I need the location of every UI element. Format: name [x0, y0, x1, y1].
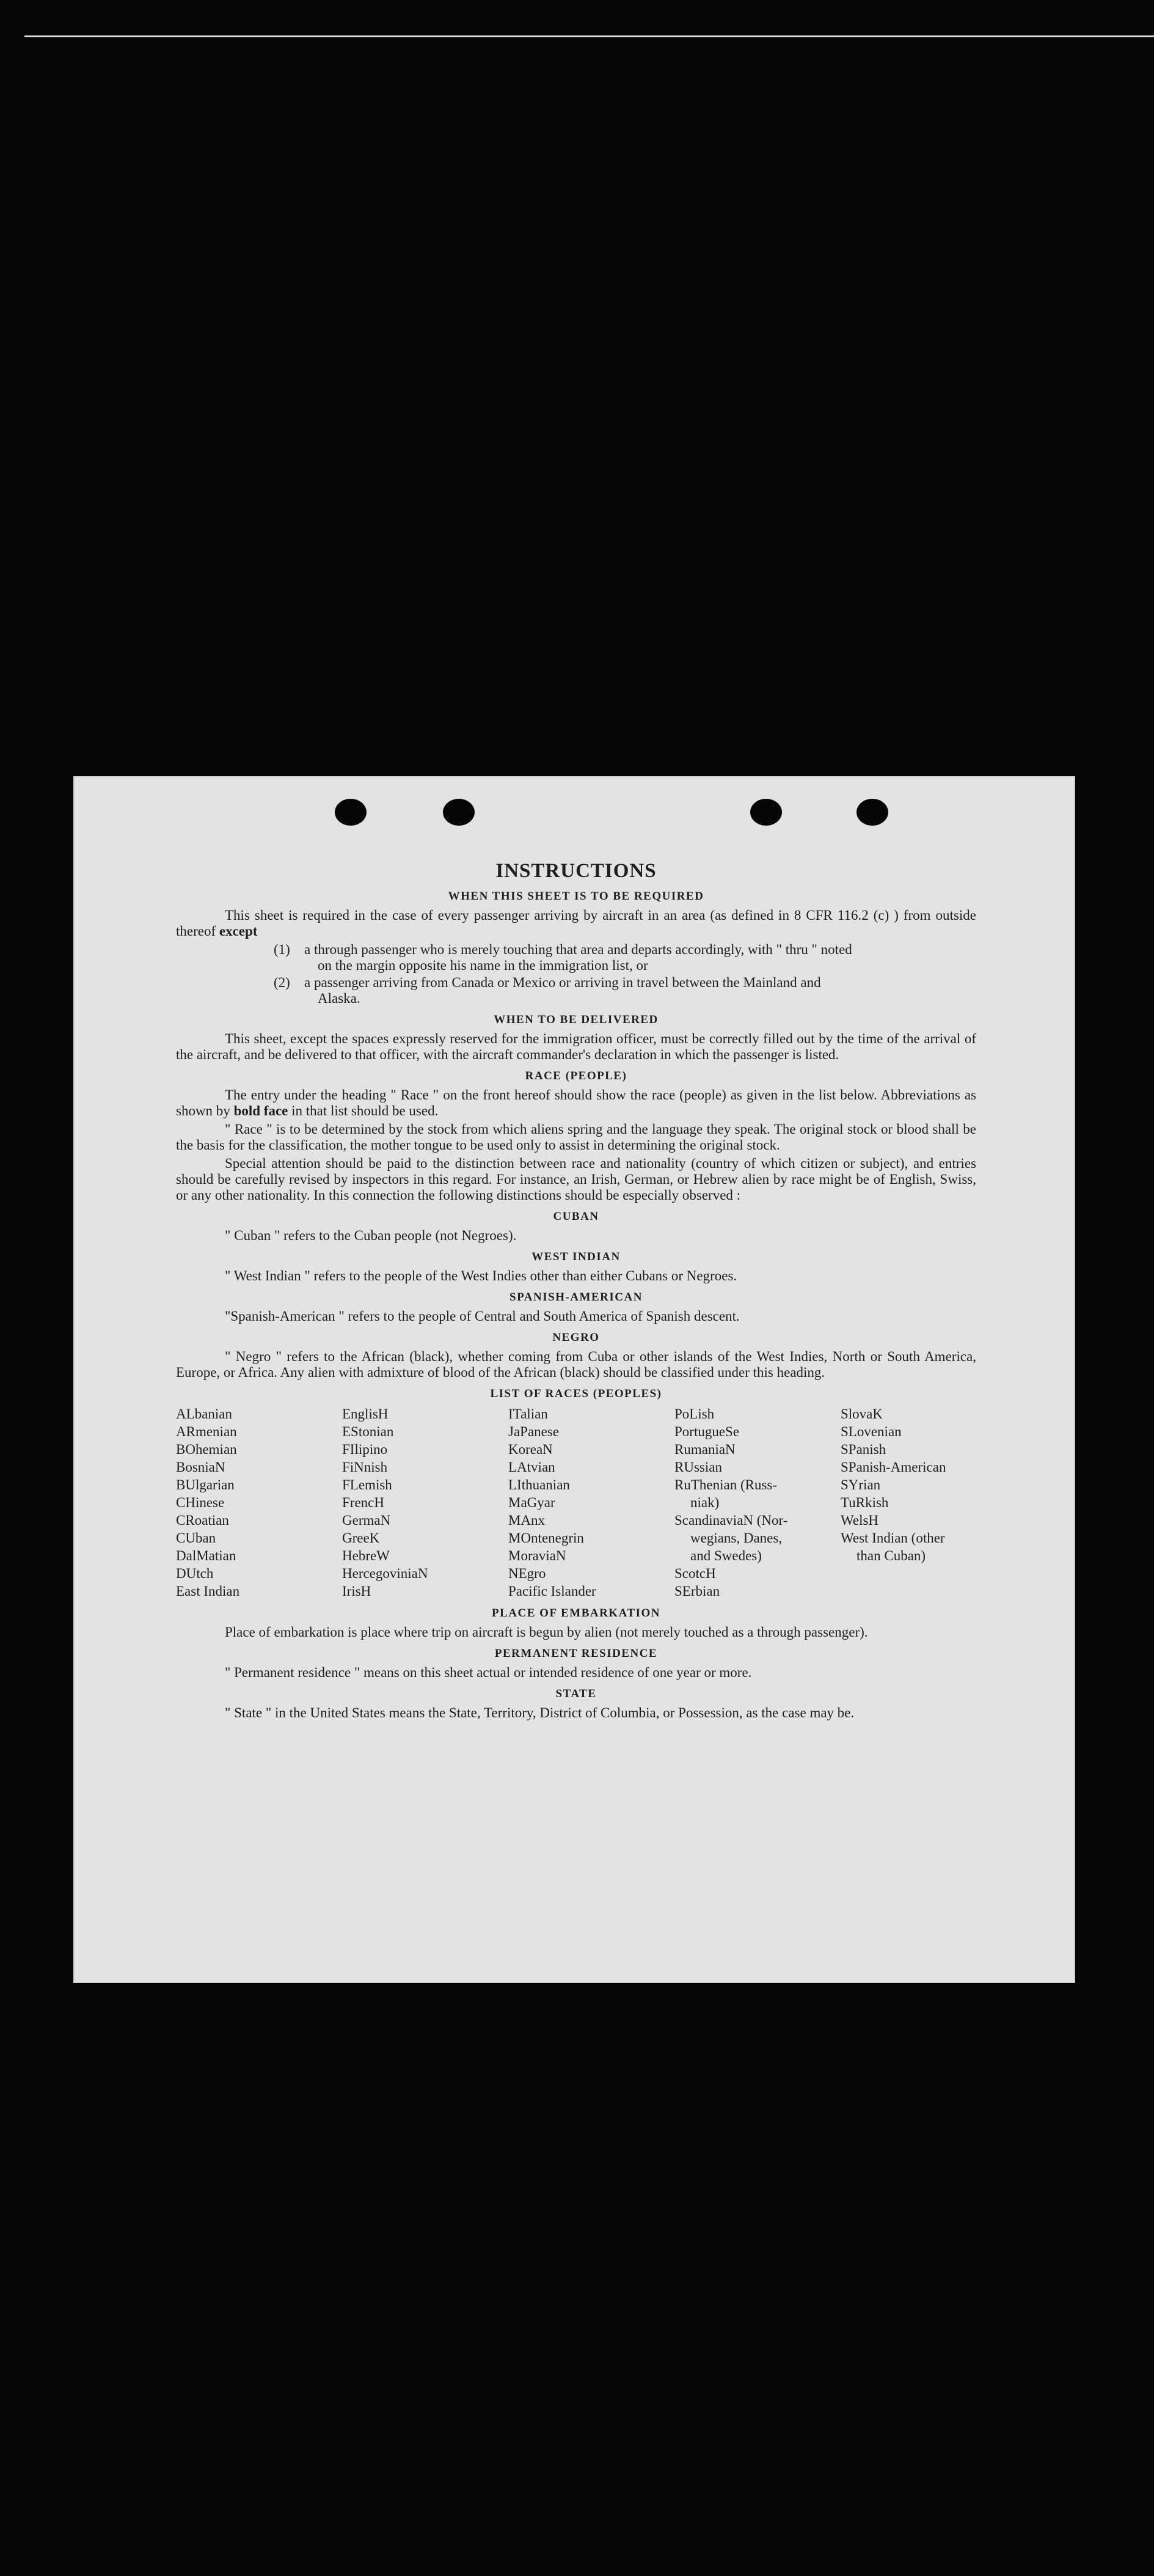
list-item: TuRkish — [841, 1495, 889, 1510]
list-item — [274, 942, 976, 974]
negro-text: " Negro " refers to the African (black), whether coming from Cuba or other islands of the West Indies, North or South America, Europe, or Africa. Any alien with admixture of blood of the African (black) should be classified under this heading. — [176, 1349, 976, 1380]
list-item: SYrian — [841, 1477, 881, 1492]
list-item: EnglisH — [342, 1406, 389, 1422]
list-item: SlovaK — [841, 1406, 883, 1422]
list-item: MAnx — [508, 1513, 546, 1528]
list-line: Alaska. — [318, 991, 360, 1006]
heading-when-delivered: WHEN TO BE DELIVERED — [494, 1013, 659, 1026]
top-rule — [24, 35, 1154, 37]
intro-text: This sheet is required in the case of every passenger arriving by aircraft in an area (as defined in 8 CFR 116.2 (c) ) from outside thereof — [176, 908, 976, 939]
list-item: LAtvian — [508, 1459, 555, 1475]
race-paragraph-1 — [176, 1087, 976, 1119]
heading-races-list: LIST OF RACES (PEOPLES) — [490, 1387, 662, 1400]
heading-embarkation: PLACE OF EMBARKATION — [492, 1607, 660, 1620]
list-item: FLemish — [342, 1477, 392, 1492]
list-item: Pacific Islander — [508, 1583, 596, 1599]
list-item: niak) — [690, 1495, 720, 1510]
list-item: BosniaN — [176, 1459, 225, 1475]
races-column — [342, 1405, 508, 1600]
list-line: a through passenger who is merely touching that area and departs accordingly, with " thru " noted — [304, 942, 852, 957]
list-item: PortugueSe — [674, 1424, 740, 1439]
list-item: SLovenian — [841, 1424, 902, 1439]
punch-hole — [335, 799, 367, 826]
punch-hole — [750, 799, 782, 826]
list-item: CHinese — [176, 1495, 225, 1510]
list-item: RUssian — [674, 1459, 722, 1475]
document-page — [73, 776, 1075, 1983]
list-item: FIlipino — [342, 1442, 388, 1457]
list-item: PoLish — [674, 1406, 715, 1422]
cuban-text: " Cuban " refers to the Cuban people (not Negroes). — [225, 1228, 517, 1243]
heading-spanish-american: SPANISH-AMERICAN — [509, 1291, 643, 1304]
state-text: " State " in the United States means the State, Territory, District of Columbia, or Possession, as the case may be. — [225, 1705, 855, 1720]
west-indian-text: " West Indian " refers to the people of the West Indies other than either Cubans or Negroes. — [225, 1268, 737, 1283]
list-item: BUlgarian — [176, 1477, 235, 1492]
punch-hole — [443, 799, 475, 826]
list-item: MOntenegrin — [508, 1530, 584, 1546]
list-item: IrisH — [342, 1583, 371, 1599]
spanish-american-text: "Spanish-American " refers to the people of Central and South America of Spanish descent. — [225, 1308, 740, 1324]
list-item: SPanish — [841, 1442, 886, 1457]
list-item: SPanish-American — [841, 1459, 946, 1475]
list-item: and Swedes) — [690, 1548, 762, 1563]
list-item: JaPanese — [508, 1424, 560, 1439]
list-text — [304, 975, 976, 1007]
list-item — [274, 975, 976, 1007]
list-item: West Indian (other — [841, 1530, 945, 1546]
list-item: LIthuanian — [508, 1477, 570, 1492]
list-item: DUtch — [176, 1566, 214, 1581]
when-required-intro — [176, 908, 976, 939]
heading-when-required: WHEN THIS SHEET IS TO BE REQUIRED — [448, 890, 704, 903]
document-content — [176, 859, 976, 1723]
list-item: HercegoviniaN — [342, 1566, 428, 1581]
heading-state: STATE — [555, 1687, 597, 1700]
list-item: HebreW — [342, 1548, 390, 1563]
list-item: wegians, Danes, — [690, 1530, 783, 1546]
list-item: ScotcH — [674, 1566, 716, 1581]
list-item: ScandinaviaN (Nor- — [674, 1513, 788, 1528]
list-item: ALbanian — [176, 1406, 232, 1422]
list-item: RuThenian (Russ- — [674, 1477, 778, 1492]
list-item: than Cuban) — [856, 1548, 926, 1563]
races-column — [508, 1405, 674, 1600]
list-item: ITalian — [508, 1406, 548, 1422]
embarkation-text: Place of embarkation is place where trip on aircraft is begun by alien (not merely touched as a through passenger). — [225, 1624, 868, 1640]
list-item: GermaN — [342, 1513, 391, 1528]
page-title: INSTRUCTIONS — [495, 860, 657, 882]
list-item: EStonian — [342, 1424, 394, 1439]
races-column — [841, 1405, 976, 1600]
list-line: on the margin opposite his name in the immigration list, or — [318, 958, 648, 973]
list-item: RumaniaN — [674, 1442, 736, 1457]
list-item: WelsH — [841, 1513, 879, 1528]
list-number: (1) — [274, 942, 290, 957]
list-item: KoreaN — [508, 1442, 553, 1457]
heading-race: RACE (PEOPLE) — [525, 1070, 627, 1082]
list-number: (2) — [274, 975, 290, 990]
heading-west-indian: WEST INDIAN — [531, 1250, 621, 1263]
list-line: a passenger arriving from Canada or Mexico or arriving in travel between the Mainland and — [304, 975, 821, 990]
list-item: SErbian — [674, 1583, 720, 1599]
race-paragraph-2: " Race " is to be determined by the stock from which aliens spring and the language they speak. The original stock or blood shall be the basis for the classification, the mother tongue to be used only to assist in determining the original stock. — [176, 1121, 976, 1153]
race-p1-bold: bold face — [233, 1103, 288, 1118]
list-item: FiNnish — [342, 1459, 388, 1475]
list-item: MoraviaN — [508, 1548, 566, 1563]
heading-cuban: CUBAN — [553, 1210, 599, 1223]
list-item: FrencH — [342, 1495, 384, 1510]
list-item: CUban — [176, 1530, 216, 1546]
list-item: DalMatian — [176, 1548, 236, 1563]
heading-negro: NEGRO — [552, 1331, 600, 1344]
intro-bold-text: except — [219, 923, 258, 939]
residence-text: " Permanent residence " means on this sheet actual or intended residence of one year or more. — [225, 1665, 752, 1680]
list-text — [304, 942, 976, 974]
when-delivered-text: This sheet, except the spaces expressly reserved for the immigration officer, must be correctly filled out by the time of the arrival of the aircraft, and be delivered to that officer, with the aircraft commander's declaration in which the passenger is listed. — [176, 1031, 976, 1062]
list-item: NEgro — [508, 1566, 546, 1581]
race-p1-post: in that list should be used. — [291, 1103, 439, 1118]
list-item: CRoatian — [176, 1513, 229, 1528]
heading-permanent-residence: PERMANENT RESIDENCE — [494, 1647, 658, 1660]
races-column — [176, 1405, 342, 1600]
race-paragraph-3: Special attention should be paid to the distinction between race and nationality (country of which citizen or subject), and entries should be carefully revised by inspectors in this regard. For instance, an Irish, German, or Hebrew alien by race might be of English, Swiss, or any other nationality. In this connection the following distinctions should be especially observed : — [176, 1156, 976, 1203]
list-item: MaGyar — [508, 1495, 555, 1510]
race-p1-text: The entry under the heading " Race " on the front hereof should show the race (people) as given in the list below. Abbreviations as shown by — [176, 1087, 976, 1118]
races-list — [176, 1405, 976, 1600]
races-column — [674, 1405, 841, 1600]
list-item: East Indian — [176, 1583, 240, 1599]
list-item: GreeK — [342, 1530, 380, 1546]
list-item: ARmenian — [176, 1424, 237, 1439]
list-item: BOhemian — [176, 1442, 237, 1457]
punch-hole — [856, 799, 888, 826]
